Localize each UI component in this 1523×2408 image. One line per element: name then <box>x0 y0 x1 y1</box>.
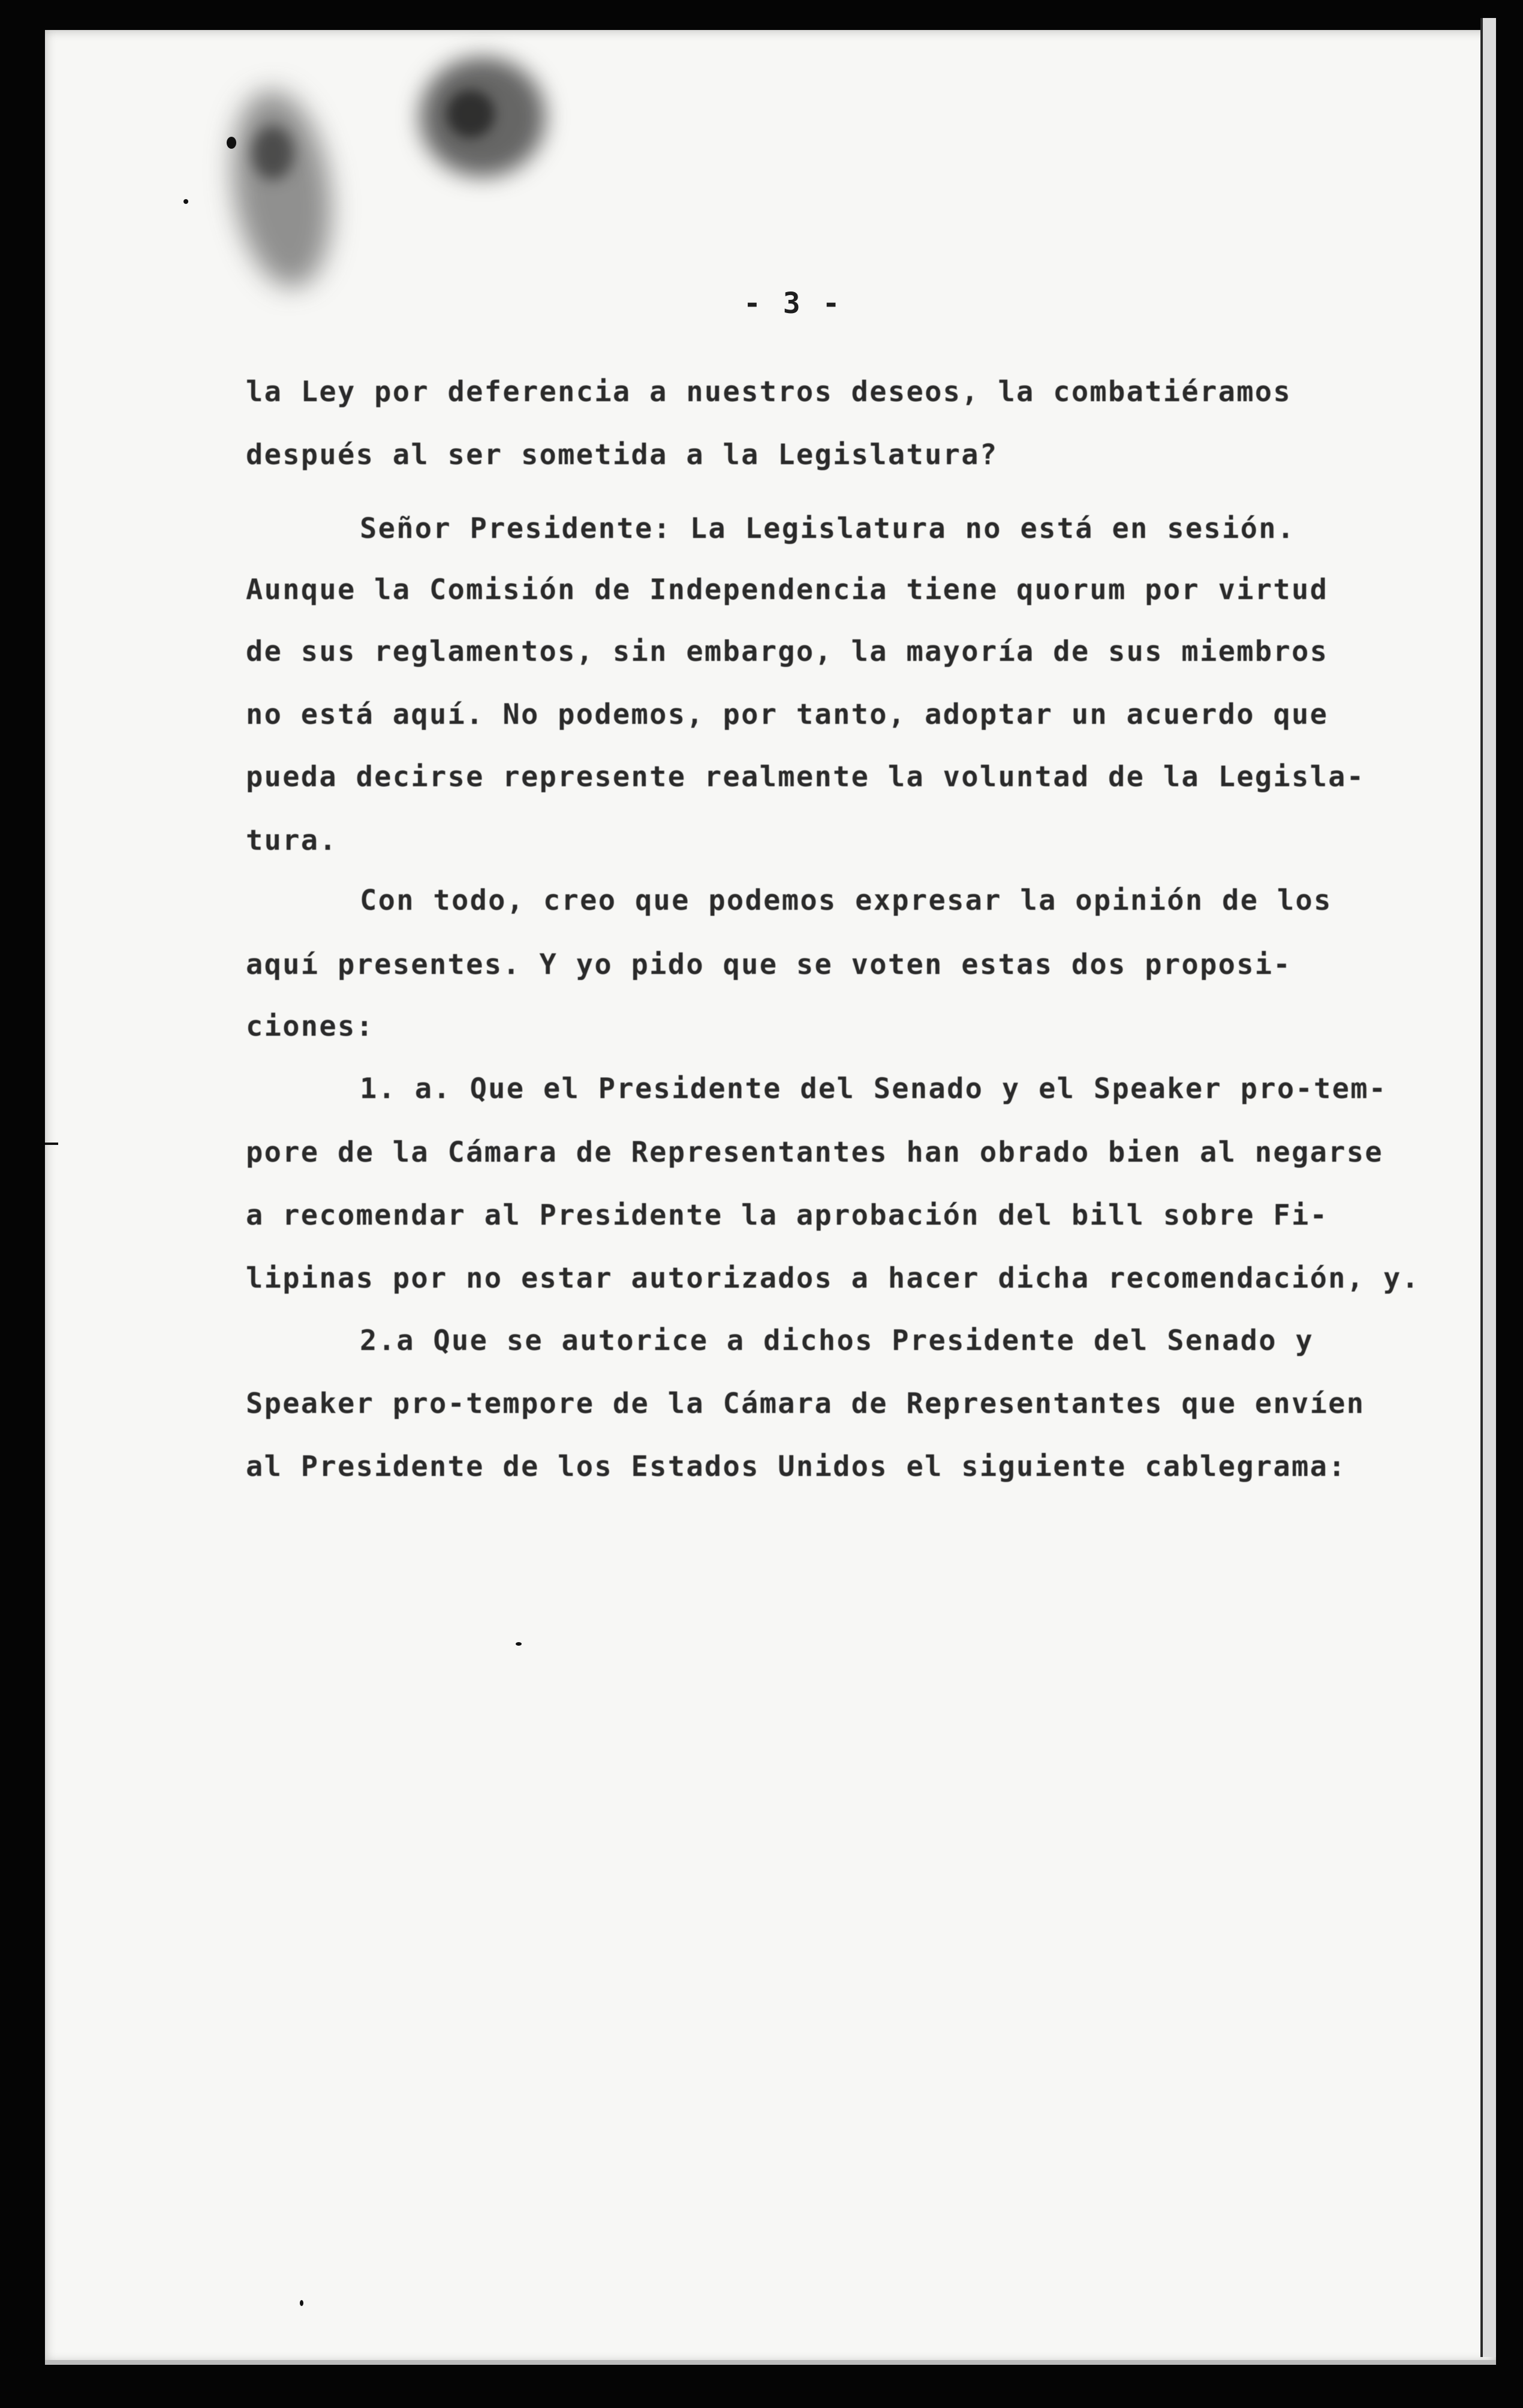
text-line: pore de la Cámara de Representantes han obrado bien al negarse <box>246 1136 1383 1169</box>
text-line: ciones: <box>246 1010 375 1043</box>
text-line: Con todo, creo que podemos expresar la opinión de los <box>360 884 1332 917</box>
text-line: Aunque la Comisión de Independencia tiene quorum por virtud <box>246 573 1329 606</box>
text-line: tura. <box>246 824 338 857</box>
ink-speck <box>183 199 188 204</box>
text-line: de sus reglamentos, sin embargo, la mayoría de sus miembros <box>246 635 1329 668</box>
ink-speck <box>300 2300 303 2306</box>
page-number: - 3 - <box>744 287 842 320</box>
text-line: pueda decirse represente realmente la voluntad de la Legisla- <box>246 760 1365 793</box>
ink-speck <box>227 137 236 149</box>
text-line: a recomendar al Presidente la aprobación del bill sobre Fi- <box>246 1199 1329 1232</box>
page-bottom-edge <box>45 2360 1496 2365</box>
text-line: 1. a. Que el Presidente del Senado y el Speaker pro-tem- <box>360 1072 1387 1105</box>
text-line: la Ley por deferencia a nuestros deseos, la combatiéramos <box>246 375 1292 408</box>
text-line: no está aquí. No podemos, por tanto, adoptar un acuerdo que <box>246 698 1329 731</box>
text-line: 2.a Que se autorice a dichos Presidente del Senado y <box>360 1324 1314 1357</box>
text-line: Señor Presidente: La Legislatura no está en sesión. <box>360 512 1296 545</box>
margin-tick <box>45 1143 58 1145</box>
text-line: aquí presentes. Y yo pido que se voten estas dos proposi- <box>246 948 1292 981</box>
text-line: lipinas por no estar autorizados a hacer dicha recomendación, y. <box>246 1262 1420 1295</box>
ink-speck <box>516 1642 522 1646</box>
text-line: Speaker pro-tempore de la Cámara de Representantes que envíen <box>246 1387 1365 1420</box>
text-line: después al ser sometida a la Legislatura? <box>246 438 998 471</box>
page-edge-strip <box>1480 18 1496 2357</box>
text-line: al Presidente de los Estados Unidos el siguiente cablegrama: <box>246 1450 1347 1483</box>
